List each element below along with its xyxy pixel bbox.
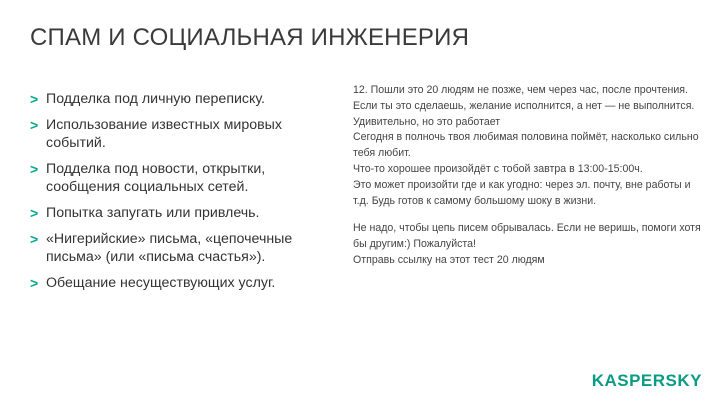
chain-letter-example [353,83,701,281]
bullet-text: Попытка запугать или привлечь. [46,205,260,221]
bullet-text: Подделка под личную переписку. [46,91,266,107]
page-title: СПАМ И СОЦИАЛЬНАЯ ИНЖЕНЕРИЯ [30,24,470,51]
list-item [30,230,330,266]
chain-letter-line: Не надо, чтобы цепь писем обрывалась. Если не веришь, помоги хотя [353,222,701,235]
list-item [30,274,330,292]
chevron-right-icon: > [30,205,39,221]
bullet-text: Подделка под новости, открытки, сообщения социальных сетей. [46,161,266,195]
chain-letter-line: Сегодня в полночь твоя любимая половина поймёт, насколько сильно [353,131,699,144]
chain-letter-paragraph [353,83,698,209]
chain-letter-line: Если ты это сделаешь, желание исполнится, а нет — не выполнится. [353,99,695,112]
chevron-right-icon: > [30,231,39,247]
chain-letter-paragraph [353,221,701,268]
chain-letter-line: бы другим:) Пожалуйста! [353,238,476,251]
list-item [30,204,330,222]
bullet-text: Использование известных мировых событий. [46,117,282,151]
chevron-right-icon: > [30,91,39,107]
chain-letter-line: Это может произойти где и как угодно: через эл. почту, вне работы и [353,178,691,191]
chain-letter-line: т.д. Будь готов к самому большому шоку в жизни. [353,194,597,207]
bullet-list [30,90,330,300]
chain-letter-line: Отправь ссылку на этот тест 20 людям [353,253,545,266]
chain-letter-line: тебя любит. [353,147,411,160]
list-item [30,160,330,196]
kaspersky-logo: KASPERSKY [591,371,702,390]
bullet-text: «Нигерийские» письма, «цепочечные письма» (или «письма счастья»). [46,231,293,265]
chain-letter-line: 12. Пошли это 20 людям не позже, чем через час, после прочтения. [353,84,688,96]
chevron-right-icon: > [30,161,39,177]
chain-letter-line: Что-то хорошее произойдёт с тобой завтра в 13:00-15:00ч. [353,162,643,175]
chevron-right-icon: > [30,275,39,291]
chain-letter-line: Удивительно, но это работает [353,115,501,128]
list-item [30,90,330,108]
chevron-right-icon: > [30,117,39,133]
bullet-text: Обещание несуществующих услуг. [46,275,276,291]
list-item [30,116,330,152]
